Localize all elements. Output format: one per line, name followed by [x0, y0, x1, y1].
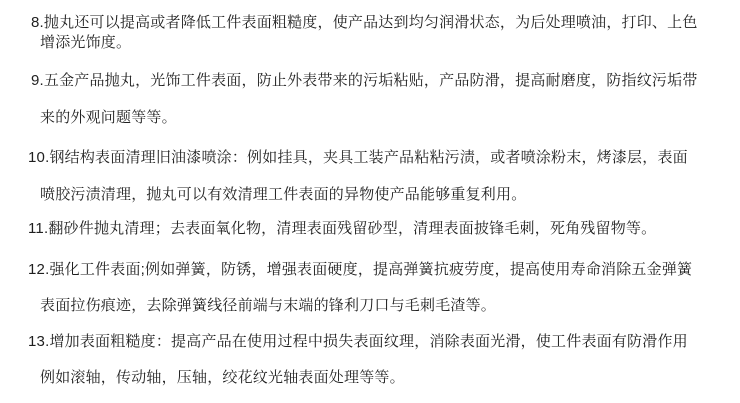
list-item-10-line-2: 喷胶污渍清理，抛丸可以有效清理工件表面的异物使产品能够重复利用。 — [40, 186, 527, 203]
list-item-11-line-1: 11.翻砂件抛丸清理；去表面氧化物，清理表面残留砂型，清理表面披锋毛刺，死角残留物等。 — [28, 220, 657, 237]
list-item-13-line-2: 例如滚轴，传动轴，压轴，绞花纹光轴表面处理等等。 — [40, 369, 405, 386]
list-item-12-line-1: 12.强化工件表面;例如弹簧，防锈，增强表面硬度，提高弹簧抗疲劳度，提高使用寿命消除五金弹簧 — [28, 261, 693, 278]
list-item-12-line-2: 表面拉伤痕迹，去除弹簧线径前端与末端的锋利刀口与毛刺毛渣等。 — [40, 297, 497, 314]
list-item-9-line-2: 来的外观问题等等。 — [40, 109, 177, 126]
list-item-8-line-2: 增添光饰度。 — [40, 34, 132, 51]
list-item-9-line-1: 9.五金产品抛丸，光饰工件表面，防止外表带来的污垢粘贴，产品防滑，提高耐磨度，防指纹污垢带 — [31, 72, 698, 89]
list-item-13-line-1: 13.增加表面粗糙度：提高产品在使用过程中损失表面纹理，消除表面光滑，使工件表面有防滑作用 — [28, 333, 688, 350]
list-item-8-line-1: 8.抛丸还可以提高或者降低工件表面粗糙度，使产品达到均匀润滑状态，为后处理喷油，打印、上色 — [31, 14, 698, 31]
list-item-10-line-1: 10.钢结构表面清理旧油漆喷涂：例如挂具，夹具工装产品粘粘污渍，或者喷涂粉末，烤漆层，表面 — [28, 149, 688, 166]
